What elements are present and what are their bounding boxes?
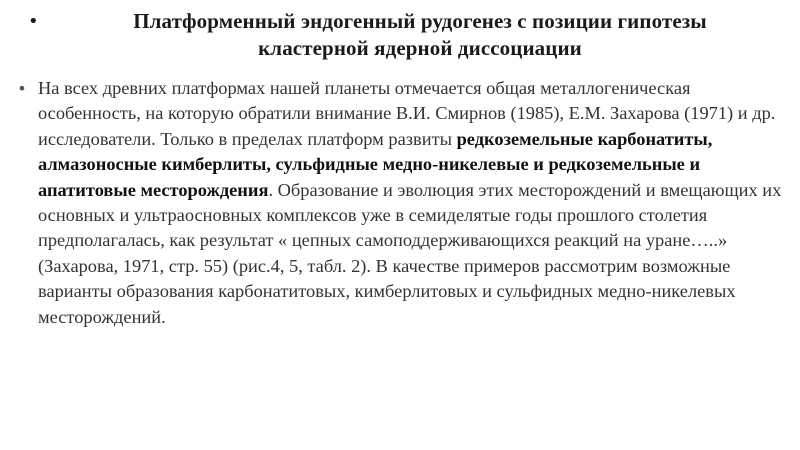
body-text-bold: редкоземельные карбонатиты, алмазоносные кимберлиты, сульфидные медно-никелевые и редкоземельные и апатитовые месторождения [38,128,713,200]
slide-title [28,8,788,62]
page-title [52,8,788,62]
body-text-intro: На всех древних платформах нашей планеты отмечается общая металлогеническая особенность, на которую обратили внимание В.И. Смирнов (1985), Е.М. Захарова (1971) и др. исследователи. Только в пределах платформ развиты [38,78,776,149]
title-line-1: Платформенный эндогенный рудогенез с позиции гипотезы [133,9,707,33]
body-text-rest: . Образование и эволюция этих месторождений и вмещающих их основных и ультраосновных комплексов уже в семиделятые годы прошлого столетия предполагалась, как результат « цепных самоподдерживающихся реакций на уране…..» (Захарова, 1971, стр. 55) (рис.4, 5, табл. 2). В качестве примеров рассмотрим возможные варианты образования карбонатитовых, кимберлитовых и сульфидных медно-никелевых месторождений. [38,179,782,327]
title-line-2: кластерной ядерной диссоциации [258,36,582,60]
body-text [38,76,792,330]
body-paragraph [6,76,792,330]
body-bullet: • [17,79,27,98]
title-bullet: • [28,11,39,32]
